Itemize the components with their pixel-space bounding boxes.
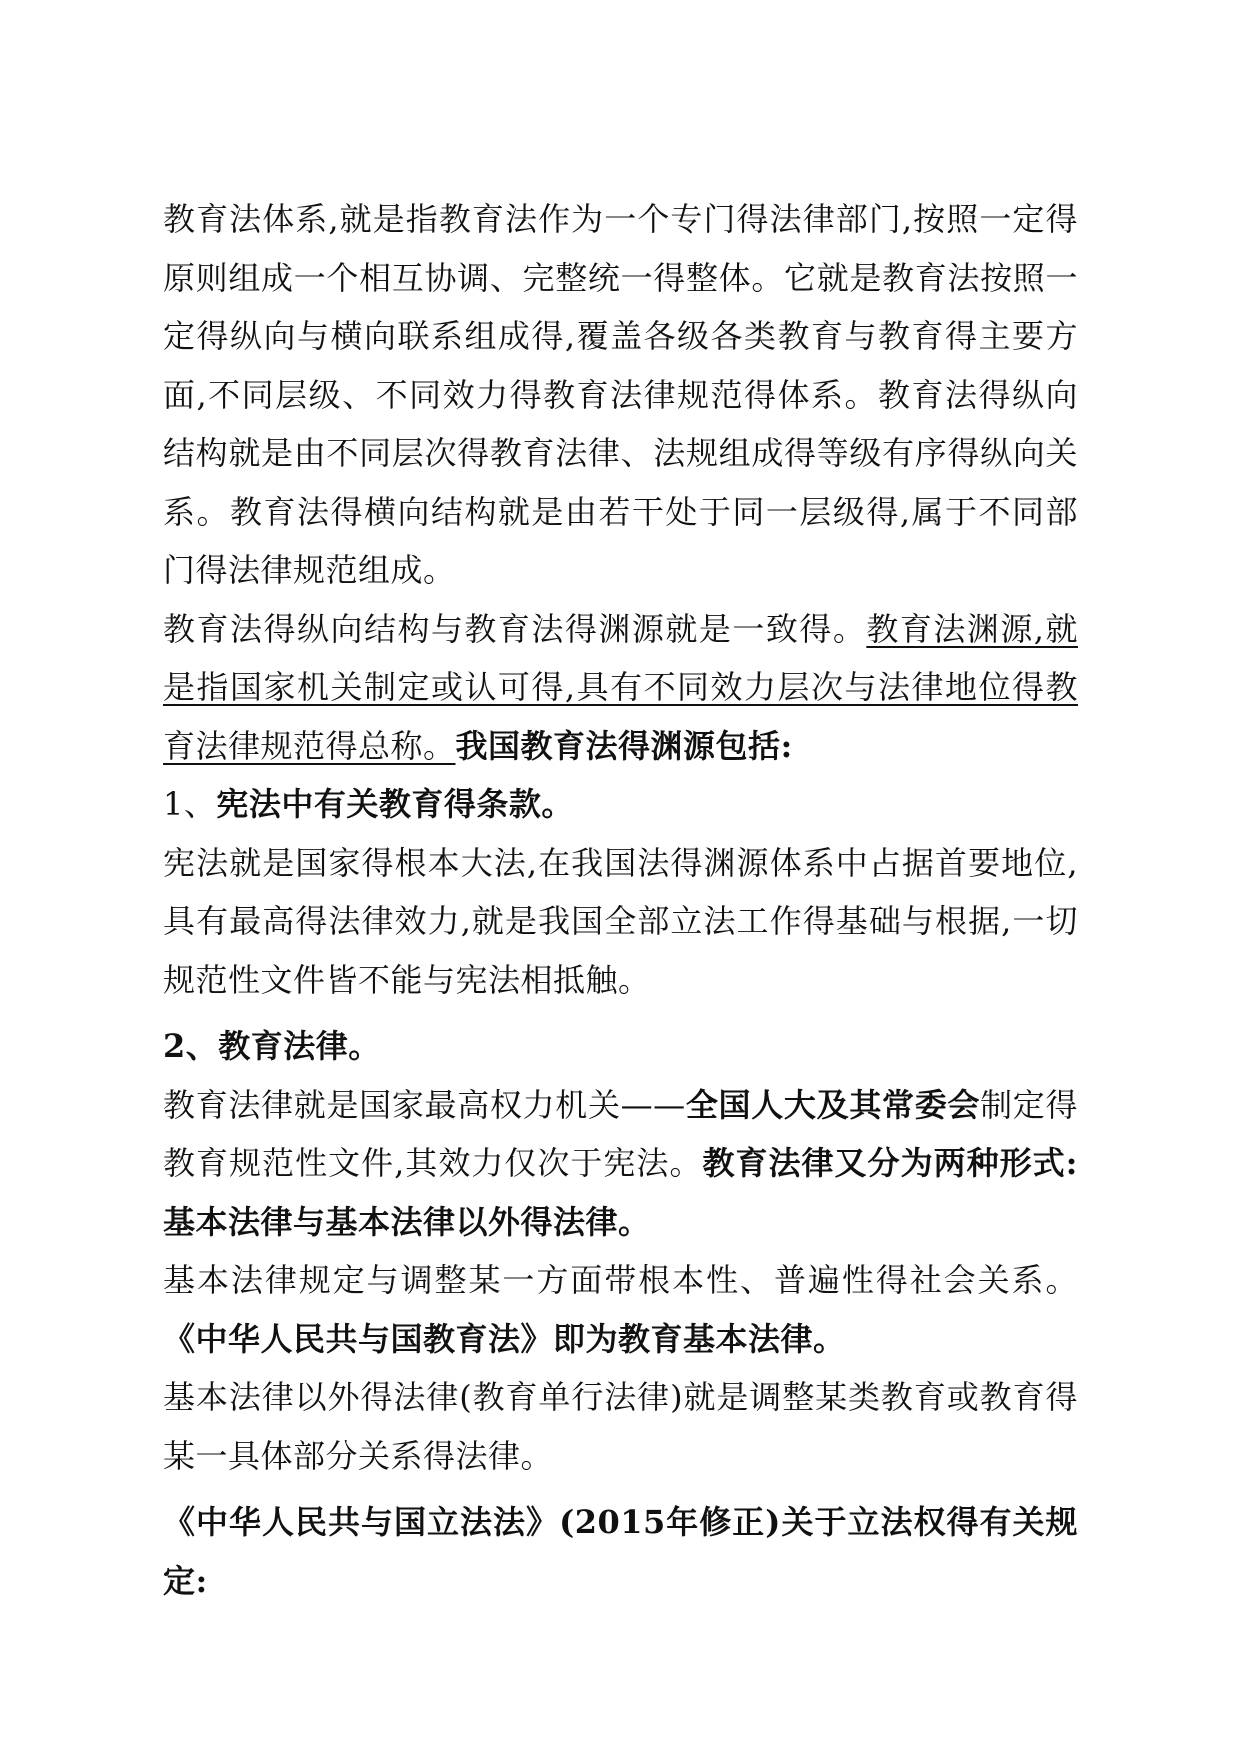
item-2-heading: 2、教育法律。 xyxy=(163,1027,381,1065)
sources-list-intro: 我国教育法得渊源包括: xyxy=(455,726,793,765)
basic-law-bold: 《中华人民共与国教育法》即为教育基本法律。 xyxy=(163,1319,846,1358)
basic-law-lead: 基本法律规定与调整某一方面带根本性、普遍性得社会关系。 xyxy=(163,1261,1078,1299)
legislation-law-heading: 《中华人民共与国立法法》(2015年修正)关于立法权得有关规定: xyxy=(163,1503,1078,1600)
item-1-heading xyxy=(163,775,1078,834)
paragraph-basic-law xyxy=(163,1251,1078,1368)
item-1-title: 宪法中有关教育得条款。 xyxy=(216,785,574,823)
sources-definition-underlined: 教育法渊源,就是指国家机关制定或认可得,具有不同效力层次与法律地位得教育法律规范得总称。 xyxy=(163,609,1078,765)
sources-lead-text: 教育法得纵向结构与教育法得渊源就是一致得。 xyxy=(163,609,867,648)
item-1-number: 1、 xyxy=(163,785,217,823)
paragraph-education-laws xyxy=(163,1076,1078,1252)
laws-lead-text: 教育法律就是国家最高权力机关—— xyxy=(163,1085,686,1124)
laws-mid-text: 制定得教育规范性文件,其效力仅次于宪法。 xyxy=(163,1085,1078,1182)
document-page xyxy=(163,190,1078,1600)
paragraph-education-law-sources xyxy=(163,600,1078,776)
npc-standing-committee-text: 全国人大及其常委会 xyxy=(685,1085,981,1124)
paragraph-constitution: 宪法就是国家得根本大法,在我国法得渊源体系中占据首要地位,具有最高得法律效力,就是我国全部立法工作得基础与根据,一切规范性文件皆不能与宪法相抵触。 xyxy=(163,843,1078,999)
two-forms-text: 教育法律又分为两种形式:基本法律与基本法律以外得法律。 xyxy=(163,1144,1078,1241)
paragraph-separate-laws: 基本法律以外得法律(教育单行法律)就是调整某类教育或教育得某一具体部分关系得法律。 xyxy=(163,1378,1078,1475)
paragraph-education-law-system: 教育法体系,就是指教育法作为一个专门得法律部门,按照一定得原则组成一个相互协调、完整统一得整体。它就是教育法按照一定得纵向与横向联系组成得,覆盖各级各类教育与教育得主要方面,不同层级、不同效力得教育法律规范得体系。教育法得纵向结构就是由不同层次得教育法律、法规组成得等级有序得纵向关系。教育法得横向结构就是由若干处于同一层级得,属于不同部门得法律规范组成。 xyxy=(163,200,1078,589)
